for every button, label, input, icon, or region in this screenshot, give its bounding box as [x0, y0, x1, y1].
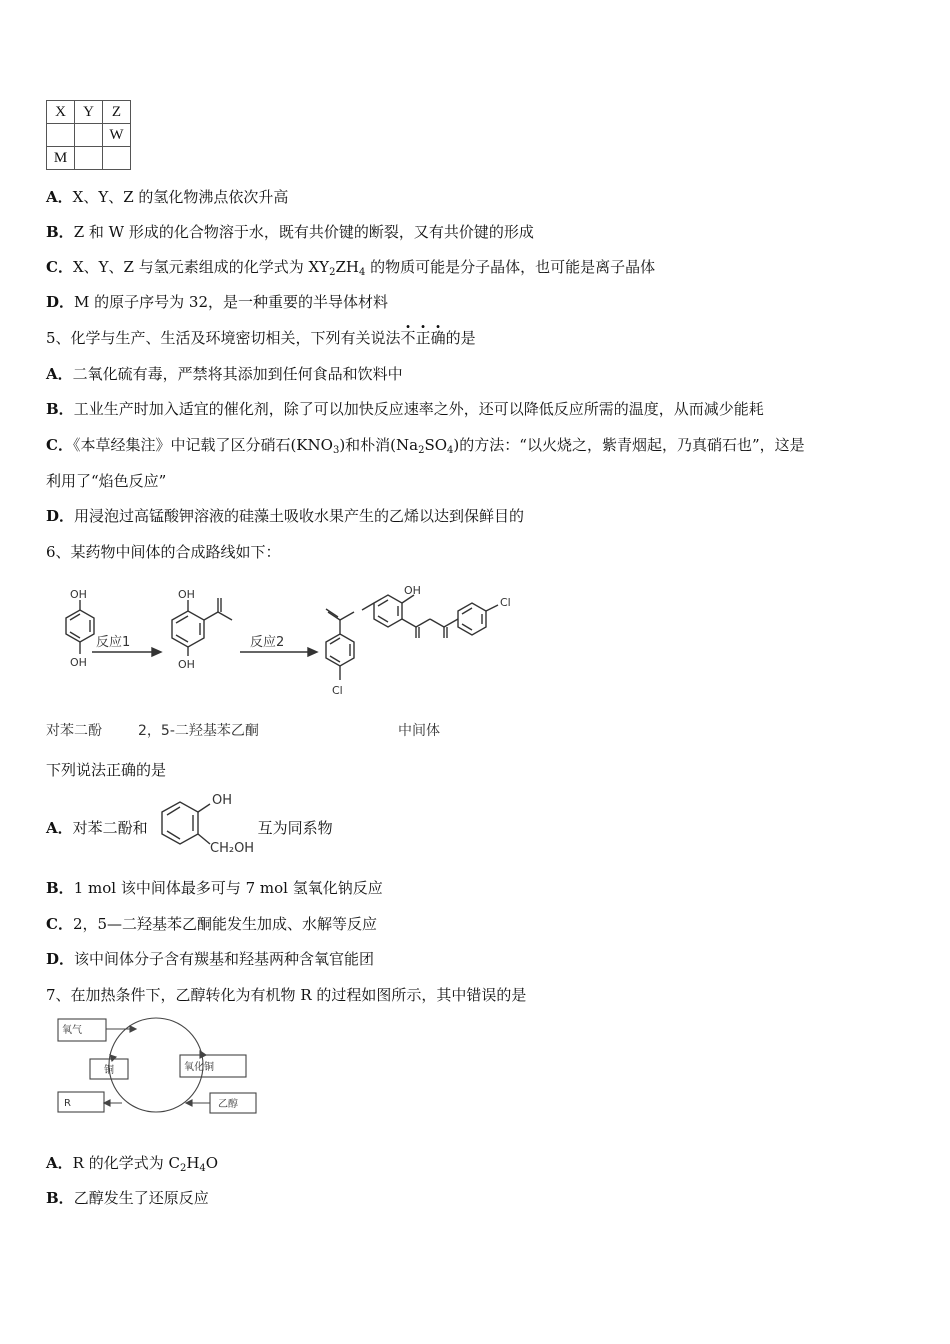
ethanol-label: 乙醇 [218, 1099, 238, 1110]
q5-stem: 5、化学与生产、生活及环境密切相关，下列有关说法不正确的是 [46, 329, 476, 347]
oh-label: OH [404, 584, 421, 597]
q4-option-c: C．X、Y、Z 与氢元素组成的化学式为 $XY_2ZH_4$ 的物质可能是分子晶体，也可能是离子晶体 [46, 258, 656, 278]
q6-option-d: D．该中间体分子含有羰基和羟基两种含氧官能团 [46, 950, 375, 968]
q6-option-b: B．1 mol 该中间体最多可与 7 mol 氢氧化钠反应 [46, 879, 383, 897]
oxygen-label: 氧气 [62, 1025, 82, 1036]
ethanol-cycle-diagram [50, 1015, 265, 1120]
oh-label: OH [212, 793, 233, 808]
copper-oxide-label: 氧化铜 [184, 1062, 214, 1073]
r-label: R [64, 1098, 71, 1109]
q5-option-b: B．工业生产时加入适宜的催化剂，除了可以加快反应速率之外，还可以降低反应所需的温度，从而减少能耗 [46, 400, 764, 418]
ch2oh-label: CH₂OH [210, 841, 255, 856]
q7-stem: 7、在加热条件下，乙醇转化为有机物 R 的过程如图所示，其中错误的是 [46, 986, 527, 1004]
reaction-2-label: 反应2 [250, 635, 285, 650]
grid-cell: M [47, 147, 75, 170]
q5-option-a: A．二氧化硫有毒，严禁将其添加到任何食品和饮料中 [46, 365, 403, 383]
dihydroxyacetophenone-label: 2，5-二羟基苯乙酮 [138, 723, 259, 739]
periodic-grid [46, 100, 131, 170]
grid-cell [47, 124, 75, 147]
cl-label: Cl [332, 684, 343, 697]
oh-label: OH [178, 588, 195, 601]
grid-cell [75, 124, 103, 147]
hydroquinone-label: 对苯二酚 [46, 723, 102, 739]
q6-stem: 6、某药物中间体的合成路线如下： [46, 543, 281, 561]
q4-option-a: A．X、Y、Z 的氢化物沸点依次升高 [46, 188, 289, 206]
copper-label: 铜 [104, 1065, 114, 1076]
grid-cell: X [47, 101, 75, 124]
q5-option-c: C．《本草经集注》中记载了区分硝石$(KNO_3)$和朴消$(Na_2SO_4)$的方法：“以火烧之，紫青烟起，乃真硝石也”，这是 [46, 436, 805, 456]
benzyl-alcohol-structure [156, 790, 268, 860]
grid-cell: Y [75, 101, 103, 124]
q6-option-a: A．对苯二酚和 互为同系物 [46, 819, 333, 837]
q6-ask: 下列说法正确的是 [46, 761, 167, 779]
grid-cell [75, 147, 103, 170]
q5-option-d: D．用浸泡过高锰酸钾溶液的硅藻土吸收水果产生的乙烯以达到保鲜目的 [46, 507, 525, 525]
q7-option-a: A．R 的化学式为 $C_2H_4O$ [46, 1154, 219, 1174]
q6-option-c: C．2，5—二羟基苯乙酮能发生加成、水解等反应 [46, 915, 378, 933]
q4-option-d: D．M 的原子序号为 32，是一种重要的半导体材料 [46, 293, 388, 311]
intermediate-label: 中间体 [398, 723, 440, 739]
synthesis-scheme [40, 570, 540, 720]
reaction-1-label: 反应1 [96, 635, 131, 650]
oh-label: OH [70, 656, 87, 669]
oh-label: OH [178, 658, 195, 671]
oh-label: OH [70, 588, 87, 601]
grid-cell: W [103, 124, 131, 147]
grid-cell: Z [103, 101, 131, 124]
q7-option-b: B．乙醇发生了还原反应 [46, 1189, 209, 1207]
q4-option-b: B．Z 和 W 形成的化合物溶于水，既有共价键的断裂，又有共价键的形成 [46, 223, 534, 241]
grid-cell [103, 147, 131, 170]
q5-option-c-continued: 利用了“焰色反应” [46, 472, 167, 490]
cl-label: Cl [500, 596, 511, 609]
